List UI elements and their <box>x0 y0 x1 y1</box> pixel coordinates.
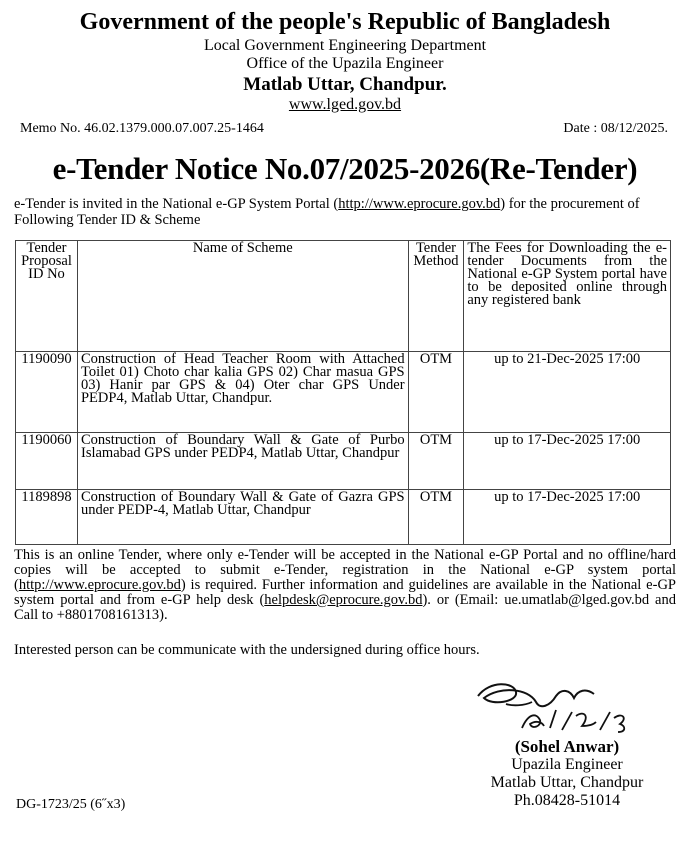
tender-id: 1189898 <box>16 490 78 545</box>
header-tender-method: Tender Method <box>408 241 464 352</box>
tender-method: OTM <box>408 433 464 490</box>
signatory-name: (Sohel Anwar) <box>514 737 620 756</box>
eprocure-link[interactable]: http://www.eprocure.gov.bd <box>338 196 501 212</box>
signatory-block <box>462 738 672 810</box>
scheme-name: Construction of Head Teacher Room with Attached Toilet 01) Choto char kalia GPS 02) Char masua GPS 03) Hanir par GPS & 04) Oter char GPS Under PEDP4, Matlab Uttar, Chandpur. <box>77 352 408 433</box>
tender-id: 1190060 <box>16 433 78 490</box>
table-row <box>16 433 671 490</box>
terms-paragraph: This is an online Tender, where only e-Tender will be accepted in the National e-GP Portal and no offline/hard copies will be accepted to submit e-Tender, registration in the National e-GP system portal (http://www.eprocure.gov.bd) is required. Further information and guidelines are available in the National e-GP system portal and from e-GP help desk (helpdesk@eprocure.gov.bd). or (Email: ue.umatlab@lged.gov.bd and Call to +8801708161313). <box>14 547 676 623</box>
scheme-name: Construction of Boundary Wall & Gate of Purbo Islamabad GPS under PEDP4, Matlab Uttar, Chandpur <box>77 433 408 490</box>
deadline: up to 17-Dec-2025 17:00 <box>464 433 671 490</box>
header-scheme-name: Name of Scheme <box>77 241 408 352</box>
header-fees: The Fees for Downloading the e-tender Documents from the National e-GP System portal have to be deposited online through any registered bank <box>464 241 671 352</box>
office-name: Office of the Upazila Engineer <box>246 55 444 72</box>
notice-title: e-Tender Notice No.07/2025-2026(Re-Tender) <box>52 151 638 186</box>
government-title: Government of the people's Republic of Bangladesh <box>79 9 611 35</box>
tender-table <box>15 240 671 545</box>
department-name: Local Government Engineering Department <box>203 37 487 54</box>
scheme-name: Construction of Boundary Wall & Gate of Gazra GPS under PEDP-4, Matlab Uttar, Chandpur <box>77 490 408 545</box>
eprocure-link[interactable]: http://www.eprocure.gov.bd <box>18 577 181 593</box>
table-row <box>16 352 671 433</box>
website-link[interactable]: www.lged.gov.bd <box>288 96 402 113</box>
signatory-office: Matlab Uttar, Chandpur <box>490 774 644 791</box>
handwritten-signature <box>470 676 650 734</box>
office-location: Matlab Uttar, Chandpur. <box>243 74 447 95</box>
helpdesk-email-link[interactable]: helpdesk@eprocure.gov.bd <box>264 592 423 608</box>
deadline: up to 21-Dec-2025 17:00 <box>464 352 671 433</box>
tender-id: 1190090 <box>16 352 78 433</box>
dg-code: DG-1723/25 (6˝x3) <box>16 797 126 812</box>
memo-number: Memo No. 46.02.1379.000.07.007.25-1464 <box>20 121 264 136</box>
header-tender-id: Tender Proposal ID No <box>16 241 78 352</box>
tender-method: OTM <box>408 490 464 545</box>
intro-paragraph: e-Tender is invited in the National e-GP System Portal (http://www.eprocure.gov.bd) for the procurement of Following Tender ID & Scheme <box>14 196 640 228</box>
table-header-row <box>16 241 671 352</box>
notice-date: Date : 08/12/2025. <box>563 121 668 136</box>
table-row <box>16 490 671 545</box>
signatory-phone: Ph.08428-51014 <box>513 792 621 809</box>
tender-method: OTM <box>408 352 464 433</box>
contact-note: Interested person can be communicate with the undersigned during office hours. <box>14 642 480 658</box>
deadline: up to 17-Dec-2025 17:00 <box>464 490 671 545</box>
signatory-designation: Upazila Engineer <box>511 756 623 773</box>
